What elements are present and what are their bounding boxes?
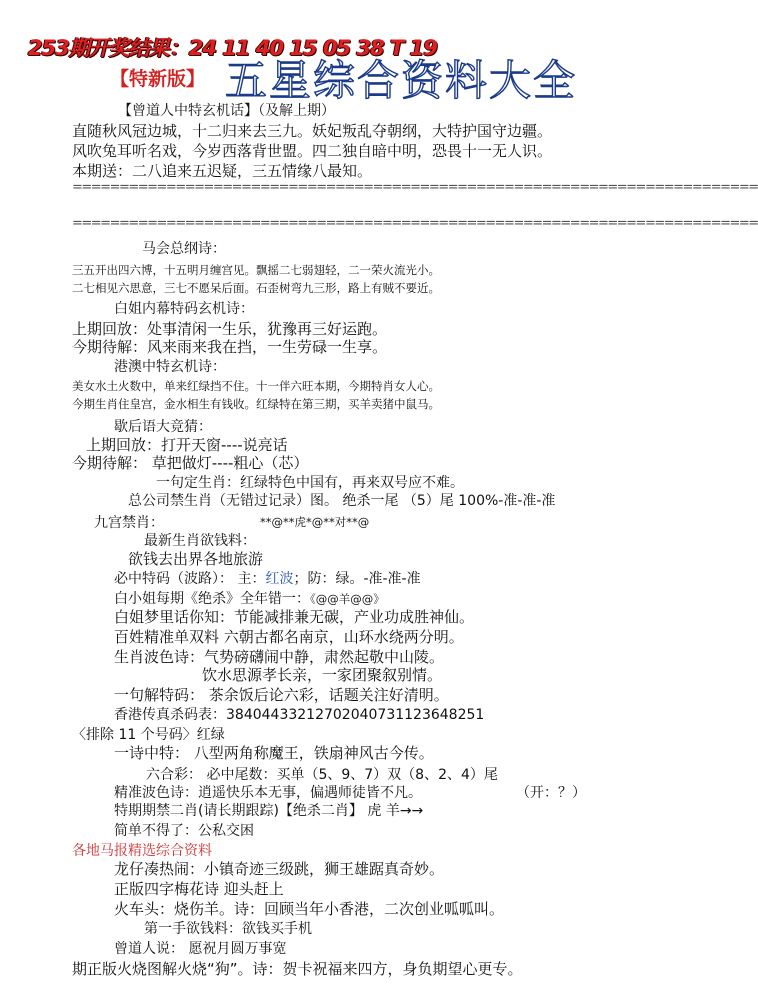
precise-wave-line: 精准波色诗：逍遥快乐本无事，偏遇师徒皆不凡。 [114,785,422,801]
money-line: 欲钱去出界各地旅游 [128,550,264,568]
hundred-line: 百姓精准单双料 六朝古都名南京，山环水绕两分明。 [114,628,464,646]
one-line-zodiac: 一句定生肖：红绿特色中国有，再来双号应不难。 [156,475,464,491]
exclude-line: 〈排除 11 个号码〉红绿 [72,727,225,743]
xiaojie-label: 白小姐每期《绝杀》全年错一： [114,591,310,607]
train-line: 火车头：烧伤羊。诗：回顾当年小香港，二次创业呱呱叫。 [114,900,505,918]
horse-poem-line-1: 三五开出四六博，十五明月缠宫见。飘摇二七弱翅轻，二一荣火流光小。 [72,263,440,277]
company-banned-zodiac: 总公司禁生肖（无错过记录）图。 绝杀一尾 （5）尾 100%-准-准-准 [128,493,556,509]
first-hand-line: 第一手欲钱料：欲钱买手机 [144,921,312,937]
page-title: 五星综合资料大全 [225,56,578,105]
wave-rest: ；防：绿。-准-准-准 [293,571,421,587]
zengdao-line: 曾道人说： 愿祝月圆万事宽 [114,941,287,957]
white-girl-now: 今期待解：风来雨来我在挡，一生劳碌一生享。 [72,338,388,356]
poem-special-line: 一诗中特： 八型两角称魔王，铁扇神风古今传。 [114,744,434,762]
wave-label: 必中特码（波路）： 主： [114,571,266,587]
riddle-line-3: 本期送：二八追来五迟疑，三五情缘八最知。 [72,162,373,180]
one-code-line: 一句解特码： 茶余饭后论六彩，话题关注好清明。 [114,686,449,704]
wave-poem-1: 生肖波色诗：气势磅礴闹中静，肃然起敬中山陵。 [114,648,445,666]
hk-poem-heading: 港澳中特玄机诗： [114,359,226,375]
plum-line: 正版四字梅花诗 迎头赶上 [114,880,284,898]
riddle-heading: 【曾道人中特玄机话】（及解上期） [118,103,335,119]
white-girl-heading: 白姐内幕特码玄机诗： [114,301,254,317]
xiaojie-value: 《@@羊@@》 [310,592,385,606]
xiaojie-line [114,588,385,608]
wave-poem-2: 饮水思源孝长亲，一家团聚叙别情。 [202,666,443,684]
two-zodiac-line: 特期期禁二肖(请长期跟踪)【绝杀二肖】 虎 羊→→ [114,803,424,819]
xiehouyu-heading: 歇后语大竞猜： [114,419,212,435]
draw-result-banner: 253期开奖结果：24 11 40 15 05 38 T 19 [28,36,437,60]
fire-line: 期正版火烧图解火烧“狗”。诗：贺卡祝福来四方，身负期望心更专。 [72,960,523,978]
hk-poem-line-1: 美女水土火数中，单来红绿挡不住。十一伴六旺本期，今期特肖女人心。 [72,379,440,393]
edition-badge: 【特新版】 [110,68,206,90]
liuhe-line: 六合彩： 必中尾数：买单（5、9、7）双（8、2、4）尾 [146,767,498,783]
xiehouyu-now: 今期待解： 草把做灯----粗心（芯） [72,454,309,472]
wave-line [114,568,421,588]
open-label: （开：？） [516,785,586,801]
horse-poem-heading: 马会总纲诗： [142,241,226,257]
riddle-line-2: 风吹兔耳听名戏，今岁西落背世盟。四二独自暗中明，恐畏十一无人识。 [72,142,553,160]
jiugong-value: **@**虎*@**对**@ [260,515,370,529]
divider-1: ========================================================================= [72,180,758,195]
jiugong-label: 九宫禁肖： [94,515,164,531]
divider-2: ========================================================================= [72,216,758,231]
white-girl-last: 上期回放：处事清闲一生乐，犹豫再三好运跑。 [72,320,388,338]
simple-line: 简单不得了：公私交困 [114,823,254,839]
dragon-line: 龙仔凑热闹：小镇奇迹三级跳，狮王雄踞真奇妙。 [114,860,445,878]
regional-heading: 各地马报精选综合资料 [72,843,212,859]
riddle-line-1: 直随秋风冠边城，十二归来去三九。妖妃叛乱夺朝纲，大特护国守边疆。 [72,122,553,140]
money-heading: 最新生肖欲钱料： [144,533,256,549]
horse-poem-line-2: 二七相见六思意，三七不愿呆后面。石歪树弯九三形，路上有贼不要近。 [72,281,440,295]
hk-poem-line-2: 今期生肖住皇宫，金水相生有钱收。红绿特在第三期，买羊卖猪中鼠马。 [72,397,440,411]
wave-main: 红波 [265,571,294,587]
dream-line: 白姐梦里话你知：节能减排兼无碳，产业功成胜神仙。 [114,608,475,626]
hk-kill-line: 香港传真杀码表：38404433212702040731123648251 [114,707,485,723]
xiehouyu-last: 上期回放：打开天窗----说亮话 [86,436,288,454]
